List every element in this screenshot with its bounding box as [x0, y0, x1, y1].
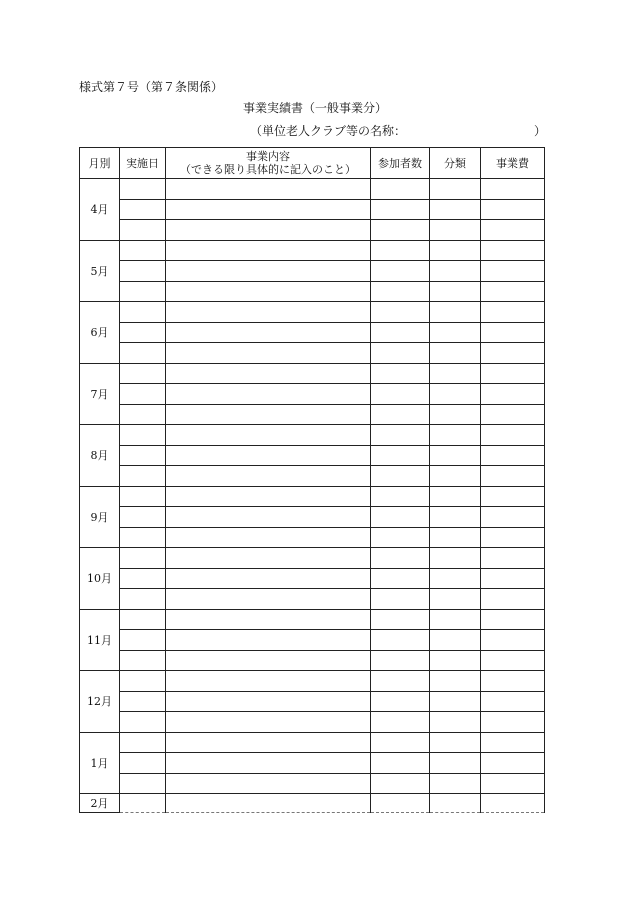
cost-cell[interactable] — [481, 302, 545, 323]
participants-cell[interactable] — [371, 322, 430, 343]
cost-cell[interactable] — [481, 794, 545, 813]
category-cell[interactable] — [430, 302, 481, 323]
participants-cell[interactable] — [371, 466, 430, 487]
participants-cell[interactable] — [371, 199, 430, 220]
header-row — [80, 148, 545, 179]
table-row — [80, 548, 545, 569]
participants-cell[interactable] — [371, 630, 430, 651]
table-row — [80, 445, 545, 466]
participants-cell[interactable] — [371, 527, 430, 548]
content-cell[interactable] — [166, 281, 371, 302]
participants-cell[interactable] — [371, 179, 430, 200]
content-cell[interactable] — [166, 445, 371, 466]
content-cell[interactable] — [166, 322, 371, 343]
content-cell[interactable] — [166, 630, 371, 651]
category-cell[interactable] — [430, 384, 481, 405]
date-cell[interactable] — [120, 671, 166, 692]
date-cell[interactable] — [120, 650, 166, 671]
date-cell[interactable] — [120, 732, 166, 753]
date-cell[interactable] — [120, 179, 166, 200]
cost-cell[interactable] — [481, 507, 545, 528]
col-content-note: （できる限り具体的に記入のこと） — [180, 163, 356, 176]
cost-cell[interactable] — [481, 261, 545, 282]
category-cell[interactable] — [430, 220, 481, 241]
date-cell[interactable] — [120, 527, 166, 548]
participants-cell[interactable] — [371, 445, 430, 466]
participants-cell[interactable] — [371, 753, 430, 774]
col-content — [166, 148, 371, 179]
cost-cell[interactable] — [481, 425, 545, 446]
date-cell[interactable] — [120, 589, 166, 610]
category-cell[interactable] — [430, 753, 481, 774]
table-row — [80, 691, 545, 712]
date-cell[interactable] — [120, 322, 166, 343]
date-cell[interactable] — [120, 445, 166, 466]
content-cell[interactable] — [166, 466, 371, 487]
table-row — [80, 363, 545, 384]
content-cell[interactable] — [166, 568, 371, 589]
table-row — [80, 609, 545, 630]
content-cell[interactable] — [166, 179, 371, 200]
participants-cell[interactable] — [371, 281, 430, 302]
date-cell[interactable] — [120, 425, 166, 446]
table-row — [80, 712, 545, 733]
category-cell[interactable] — [430, 568, 481, 589]
date-cell[interactable] — [120, 507, 166, 528]
category-cell[interactable] — [430, 609, 481, 630]
cost-cell[interactable] — [481, 199, 545, 220]
content-cell[interactable] — [166, 343, 371, 364]
participants-cell[interactable] — [371, 507, 430, 528]
participants-cell[interactable] — [371, 548, 430, 569]
category-cell[interactable] — [430, 240, 481, 261]
col-participants: 参加者数 — [371, 148, 430, 179]
content-cell[interactable] — [166, 732, 371, 753]
content-cell[interactable] — [166, 220, 371, 241]
date-cell[interactable] — [120, 794, 166, 813]
date-cell[interactable] — [120, 240, 166, 261]
document-title: 事業実績書（一般事業分） — [242, 101, 387, 115]
content-cell[interactable] — [166, 650, 371, 671]
participants-cell[interactable] — [371, 261, 430, 282]
category-cell[interactable] — [430, 691, 481, 712]
table-row — [80, 199, 545, 220]
col-month: 月別 — [80, 148, 120, 179]
month-label: 8月 — [80, 425, 120, 487]
category-cell[interactable] — [430, 773, 481, 794]
unit-name-label: （単位老人クラブ等の名称： — [250, 124, 407, 138]
date-cell[interactable] — [120, 691, 166, 712]
table-row — [80, 753, 545, 774]
form-number: 様式第７号（第７条関係） — [79, 80, 224, 94]
content-cell[interactable] — [166, 507, 371, 528]
unit-name-close: ） — [533, 124, 546, 138]
category-cell[interactable] — [430, 527, 481, 548]
table-row — [80, 322, 545, 343]
content-cell[interactable] — [166, 712, 371, 733]
cost-cell[interactable] — [481, 343, 545, 364]
cost-cell[interactable] — [481, 589, 545, 610]
participants-cell[interactable] — [371, 794, 430, 813]
month-label: 2月 — [80, 794, 120, 813]
table-row — [80, 568, 545, 589]
category-cell[interactable] — [430, 404, 481, 425]
cost-cell[interactable] — [481, 671, 545, 692]
participants-cell[interactable] — [371, 732, 430, 753]
cost-cell[interactable] — [481, 220, 545, 241]
col-category: 分類 — [430, 148, 481, 179]
content-cell[interactable] — [166, 589, 371, 610]
content-cell[interactable] — [166, 753, 371, 774]
participants-cell[interactable] — [371, 712, 430, 733]
table-row — [80, 486, 545, 507]
date-cell[interactable] — [120, 486, 166, 507]
col-content-title: 事業内容 — [246, 150, 290, 163]
date-cell[interactable] — [120, 466, 166, 487]
date-cell[interactable] — [120, 753, 166, 774]
date-cell[interactable] — [120, 261, 166, 282]
table-row — [80, 773, 545, 794]
table-row — [80, 650, 545, 671]
category-cell[interactable] — [430, 261, 481, 282]
date-cell[interactable] — [120, 630, 166, 651]
participants-cell[interactable] — [371, 589, 430, 610]
cost-cell[interactable] — [481, 466, 545, 487]
participants-cell[interactable] — [371, 240, 430, 261]
month-label: 11月 — [80, 609, 120, 671]
date-cell[interactable] — [120, 609, 166, 630]
content-cell[interactable] — [166, 261, 371, 282]
date-cell[interactable] — [120, 384, 166, 405]
cost-cell[interactable] — [481, 445, 545, 466]
participants-cell[interactable] — [371, 609, 430, 630]
category-cell[interactable] — [430, 671, 481, 692]
table-row — [80, 466, 545, 487]
content-cell[interactable] — [166, 404, 371, 425]
category-cell[interactable] — [430, 466, 481, 487]
table-row — [80, 179, 545, 200]
date-cell[interactable] — [120, 220, 166, 241]
month-label: 10月 — [80, 548, 120, 610]
month-label: 5月 — [80, 240, 120, 302]
category-cell[interactable] — [430, 732, 481, 753]
content-cell[interactable] — [166, 671, 371, 692]
table-row — [80, 281, 545, 302]
month-label: 6月 — [80, 302, 120, 364]
content-cell[interactable] — [166, 199, 371, 220]
table-row — [80, 794, 545, 813]
category-cell[interactable] — [430, 363, 481, 384]
report-table — [79, 147, 545, 813]
cost-cell[interactable] — [481, 568, 545, 589]
date-cell[interactable] — [120, 568, 166, 589]
date-cell[interactable] — [120, 363, 166, 384]
category-cell[interactable] — [430, 548, 481, 569]
cost-cell[interactable] — [481, 179, 545, 200]
report-body — [80, 179, 545, 813]
month-label: 12月 — [80, 671, 120, 733]
table-row — [80, 384, 545, 405]
cost-cell[interactable] — [481, 363, 545, 384]
category-cell[interactable] — [430, 589, 481, 610]
cost-cell[interactable] — [481, 712, 545, 733]
cost-cell[interactable] — [481, 527, 545, 548]
cost-cell[interactable] — [481, 404, 545, 425]
date-cell[interactable] — [120, 302, 166, 323]
date-cell[interactable] — [120, 773, 166, 794]
participants-cell[interactable] — [371, 343, 430, 364]
content-cell[interactable] — [166, 773, 371, 794]
category-cell[interactable] — [430, 425, 481, 446]
cost-cell[interactable] — [481, 630, 545, 651]
participants-cell[interactable] — [371, 302, 430, 323]
category-cell[interactable] — [430, 199, 481, 220]
cost-cell[interactable] — [481, 322, 545, 343]
category-cell[interactable] — [430, 322, 481, 343]
table-row — [80, 425, 545, 446]
participants-cell[interactable] — [371, 650, 430, 671]
category-cell[interactable] — [430, 794, 481, 813]
date-cell[interactable] — [120, 343, 166, 364]
content-cell[interactable] — [166, 384, 371, 405]
table-row — [80, 671, 545, 692]
content-cell[interactable] — [166, 302, 371, 323]
table-row — [80, 220, 545, 241]
table-row — [80, 343, 545, 364]
date-cell[interactable] — [120, 281, 166, 302]
participants-cell[interactable] — [371, 691, 430, 712]
content-cell[interactable] — [166, 794, 371, 813]
category-cell[interactable] — [430, 630, 481, 651]
date-cell[interactable] — [120, 712, 166, 733]
participants-cell[interactable] — [371, 486, 430, 507]
participants-cell[interactable] — [371, 363, 430, 384]
content-cell[interactable] — [166, 240, 371, 261]
cost-cell[interactable] — [481, 650, 545, 671]
content-cell[interactable] — [166, 548, 371, 569]
cost-cell[interactable] — [481, 240, 545, 261]
month-label: 9月 — [80, 486, 120, 548]
date-cell[interactable] — [120, 548, 166, 569]
content-cell[interactable] — [166, 609, 371, 630]
table-row — [80, 240, 545, 261]
cost-cell[interactable] — [481, 609, 545, 630]
cost-cell[interactable] — [481, 753, 545, 774]
participants-cell[interactable] — [371, 384, 430, 405]
category-cell[interactable] — [430, 445, 481, 466]
category-cell[interactable] — [430, 343, 481, 364]
cost-cell[interactable] — [481, 732, 545, 753]
unit-name-line — [250, 124, 546, 138]
cost-cell[interactable] — [481, 548, 545, 569]
month-label: 7月 — [80, 363, 120, 425]
table-row — [80, 261, 545, 282]
cost-cell[interactable] — [481, 281, 545, 302]
table-row — [80, 589, 545, 610]
cost-cell[interactable] — [481, 773, 545, 794]
category-cell[interactable] — [430, 179, 481, 200]
table-row — [80, 302, 545, 323]
content-cell[interactable] — [166, 363, 371, 384]
content-cell[interactable] — [166, 691, 371, 712]
date-cell[interactable] — [120, 199, 166, 220]
month-label: 4月 — [80, 179, 120, 241]
content-cell[interactable] — [166, 527, 371, 548]
content-cell[interactable] — [166, 486, 371, 507]
month-label: 1月 — [80, 732, 120, 794]
cost-cell[interactable] — [481, 486, 545, 507]
participants-cell[interactable] — [371, 404, 430, 425]
participants-cell[interactable] — [371, 220, 430, 241]
col-date: 実施日 — [120, 148, 166, 179]
table-row — [80, 507, 545, 528]
table-row — [80, 527, 545, 548]
category-cell[interactable] — [430, 486, 481, 507]
participants-cell[interactable] — [371, 425, 430, 446]
cost-cell[interactable] — [481, 384, 545, 405]
date-cell[interactable] — [120, 404, 166, 425]
table-row — [80, 732, 545, 753]
category-cell[interactable] — [430, 281, 481, 302]
col-cost: 事業費 — [481, 148, 545, 179]
cost-cell[interactable] — [481, 691, 545, 712]
category-cell[interactable] — [430, 650, 481, 671]
participants-cell[interactable] — [371, 773, 430, 794]
participants-cell[interactable] — [371, 568, 430, 589]
table-row — [80, 404, 545, 425]
content-cell[interactable] — [166, 425, 371, 446]
participants-cell[interactable] — [371, 671, 430, 692]
category-cell[interactable] — [430, 507, 481, 528]
table-row — [80, 630, 545, 651]
category-cell[interactable] — [430, 712, 481, 733]
